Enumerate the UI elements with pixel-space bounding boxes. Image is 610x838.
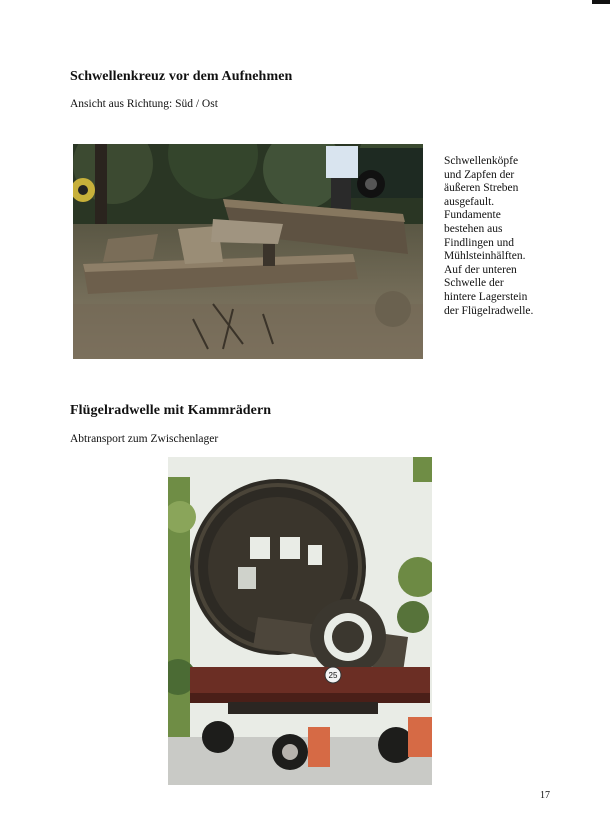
caption-line: der Flügelradwelle. (444, 304, 534, 317)
section-subtitle-transport: Abtransport zum Zwischenlager (70, 433, 219, 445)
photo-wing-wheel-shaft-transport (168, 457, 432, 785)
photo-sill-cross (73, 144, 423, 359)
trailer-number-badge: 25 (328, 671, 338, 680)
caption-line: Schwelle der (444, 277, 504, 290)
caption-line: bestehen aus (444, 222, 503, 235)
caption-line: Findlingen und (444, 236, 514, 249)
caption-line: Mühlsteinhälften. (444, 250, 526, 263)
caption-line: ausgefault. (444, 195, 495, 208)
section-subtitle-view-direction: Ansicht aus Richtung: Süd / Ost (70, 98, 218, 110)
caption-line: Fundamente (444, 209, 501, 222)
caption-line: Schwellenköpfe (444, 155, 519, 167)
page-number: 17 (540, 790, 550, 801)
caption-line: hintere Lagerstein (444, 290, 528, 303)
caption-line: äußeren Streben (444, 182, 519, 195)
caption-line: Auf der unteren (444, 263, 517, 276)
caption-line: und Zapfen der (444, 168, 515, 181)
section-title-sill-cross: Schwellenkreuz vor dem Aufnehmen (70, 69, 293, 84)
scan-edge-mark (592, 0, 610, 4)
section-title-wing-wheel-shaft: Flügelradwelle mit Kammrädern (70, 403, 272, 418)
photo-caption-sill-cross (444, 155, 574, 318)
